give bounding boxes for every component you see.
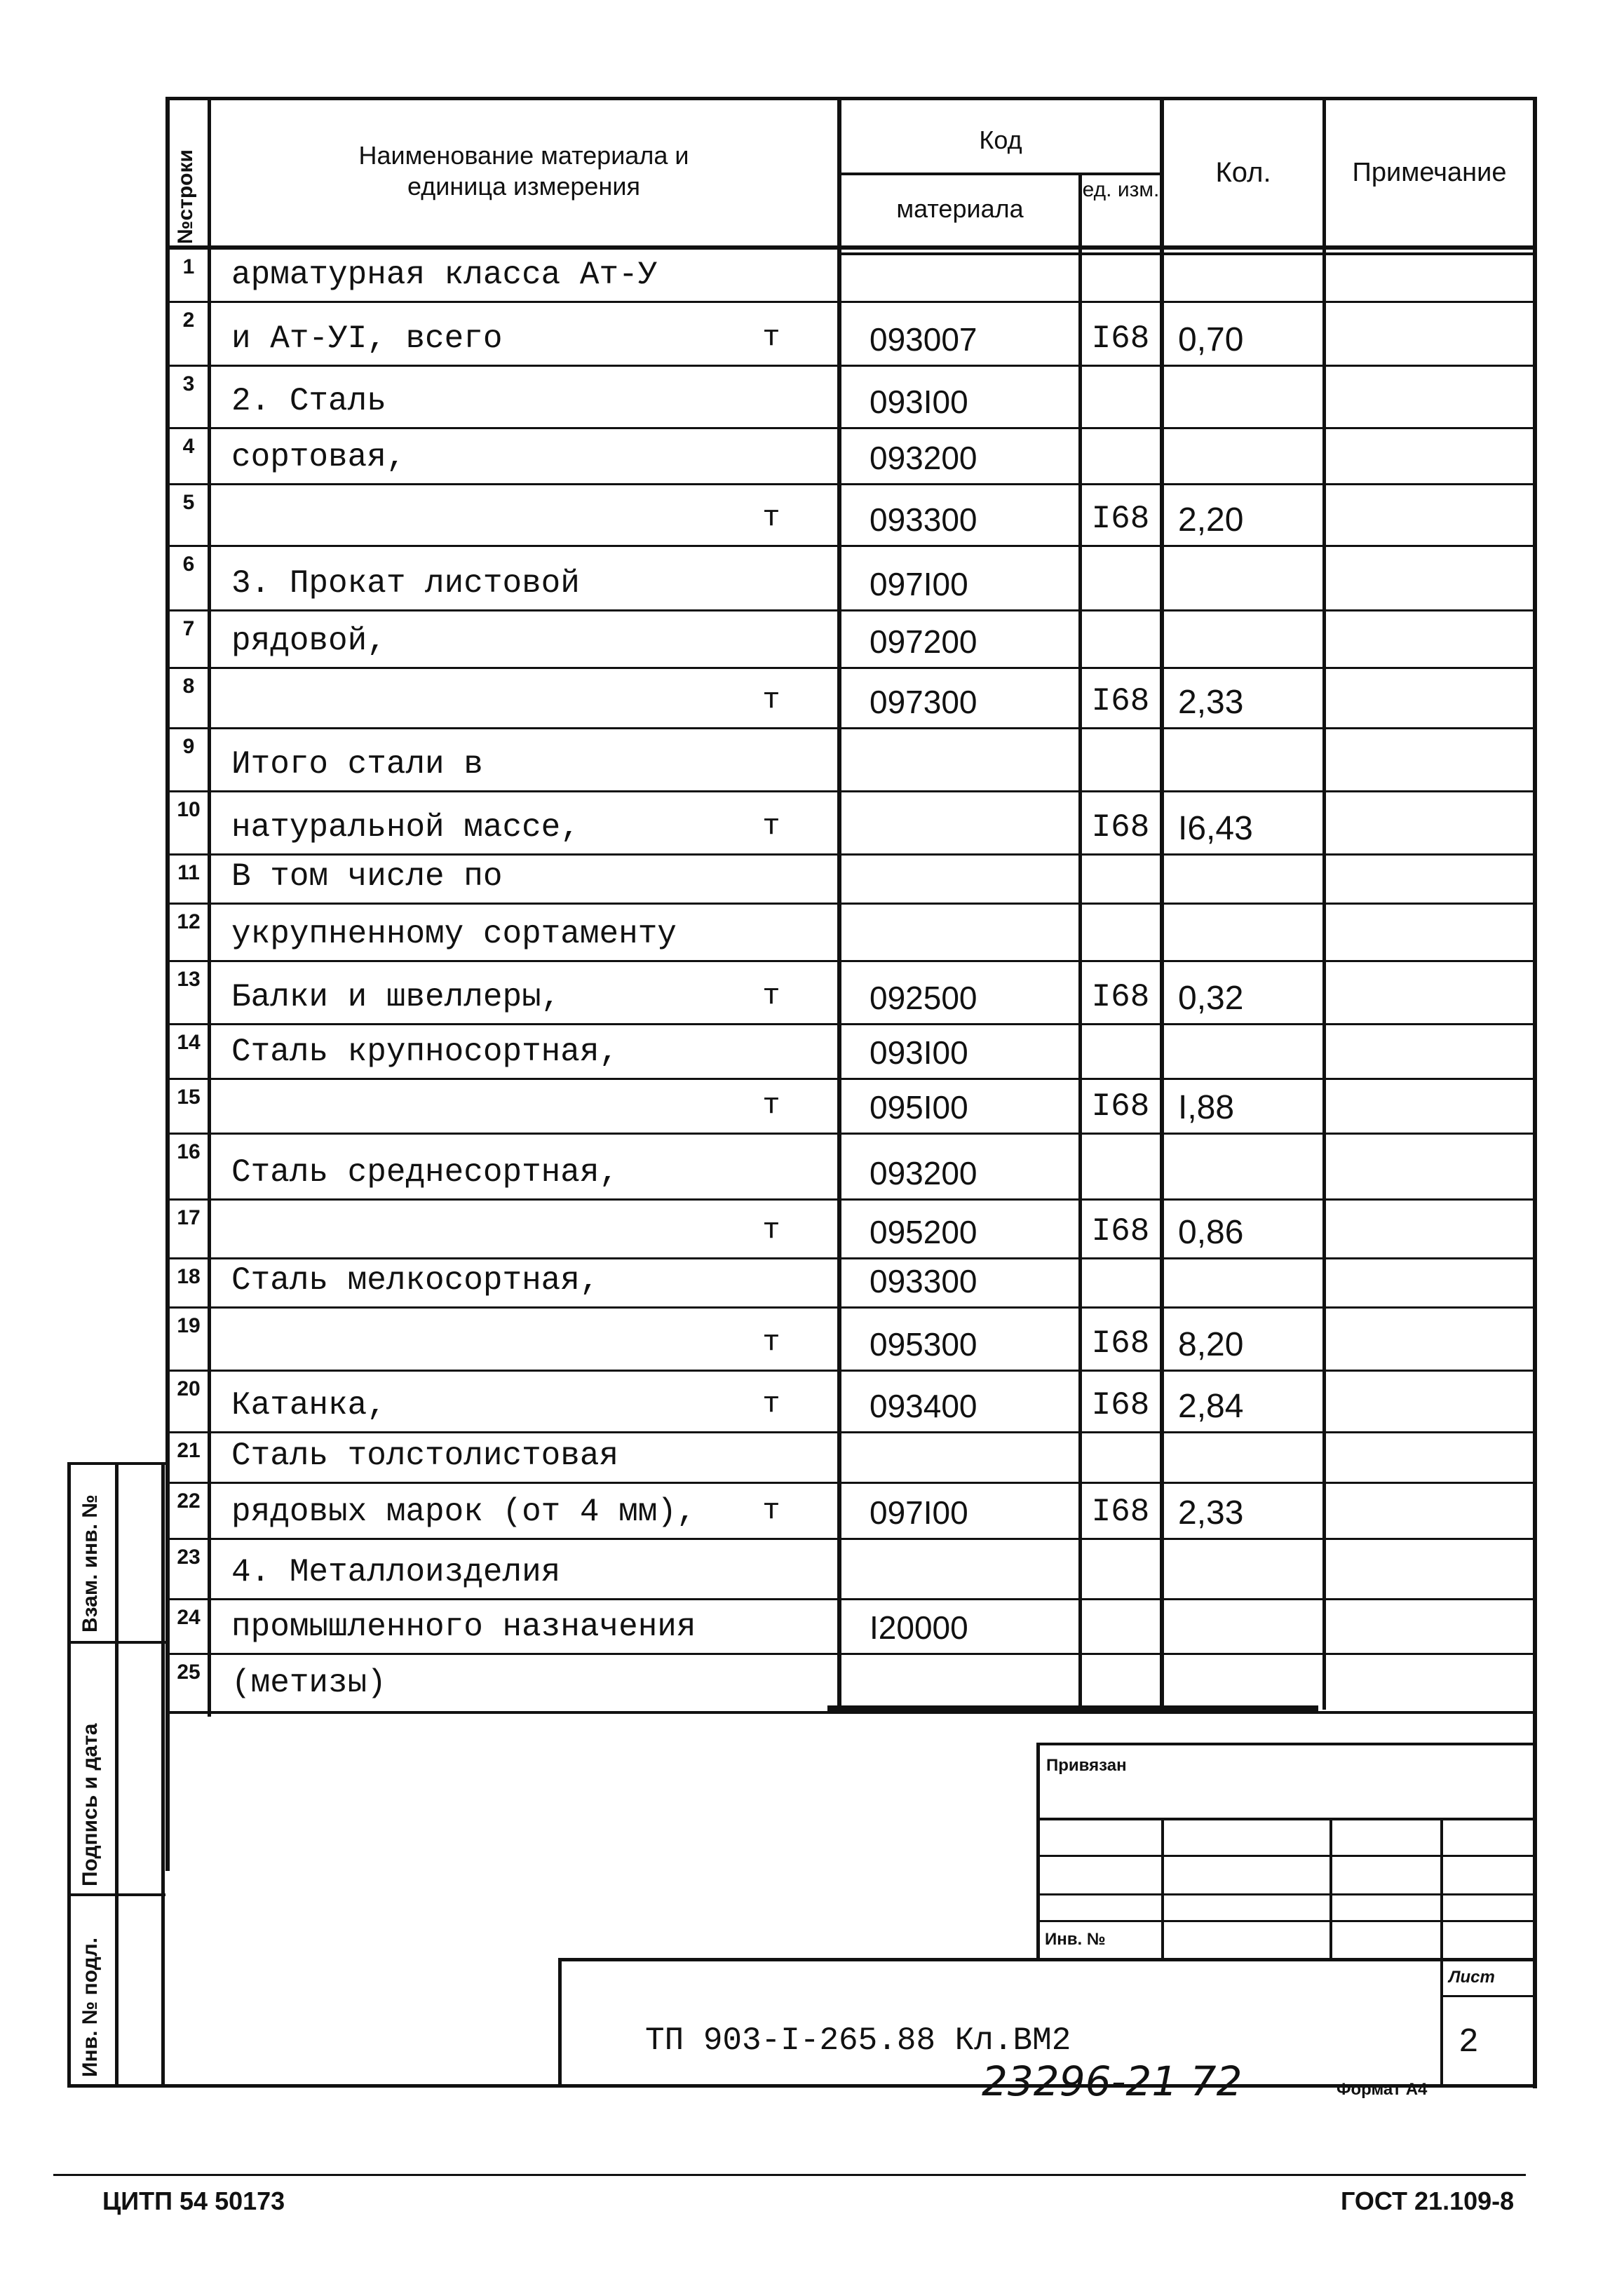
material-name: укрупненному сортаменту	[231, 916, 677, 952]
row-number: 3	[182, 372, 195, 396]
row-divider	[165, 1538, 1536, 1540]
material-name: (метизы)	[231, 1665, 386, 1701]
unit-code: I68	[1091, 683, 1150, 719]
material-code: 093I00	[869, 384, 968, 420]
sheet-number: 2	[1459, 2024, 1479, 2062]
format-label: Формат А4	[1337, 2080, 1428, 2099]
row-number: 10	[177, 798, 201, 821]
material-name: натуральной массе,	[231, 809, 580, 846]
row-divider	[165, 1257, 1536, 1259]
material-code: 093I00	[869, 1034, 968, 1071]
material-code: I20000	[869, 1609, 968, 1646]
material-name: Сталь толстолистовая	[231, 1438, 619, 1474]
material-code: 092500	[869, 980, 977, 1016]
row-number: 20	[177, 1377, 201, 1400]
row-number: 21	[177, 1439, 201, 1462]
unit-code: I68	[1091, 1387, 1150, 1424]
row-number: 14	[177, 1031, 201, 1054]
unit: т	[762, 809, 780, 843]
material-name: рядовой,	[231, 623, 386, 659]
header-name-line2: единица измерения	[407, 172, 640, 201]
header-note: Примечание	[1352, 158, 1507, 187]
row-divider	[165, 483, 1536, 485]
row-number: 7	[182, 617, 195, 640]
row-divider	[165, 427, 1536, 429]
row-number: 16	[177, 1140, 201, 1163]
material-name: В том числе по	[231, 858, 503, 895]
quantity: 8,20	[1178, 1326, 1244, 1363]
material-name: Катанка,	[231, 1387, 386, 1424]
unit: т	[762, 501, 780, 534]
unit: т	[762, 1494, 780, 1527]
material-code: 093300	[869, 1263, 977, 1299]
row-divider	[165, 1653, 1536, 1655]
quantity: I6,43	[1178, 810, 1253, 847]
row-divider	[165, 1598, 1536, 1600]
row-divider	[165, 1370, 1536, 1372]
row-divider	[165, 1023, 1536, 1025]
unit-code: I68	[1091, 1494, 1150, 1530]
row-divider	[165, 903, 1536, 905]
row-number: 19	[177, 1314, 201, 1337]
footer-left: ЦИТП 54 50173	[102, 2187, 285, 2215]
material-name: сортовая,	[231, 439, 406, 475]
material-code: 093200	[869, 440, 977, 476]
row-number: 25	[177, 1661, 201, 1684]
row-divider	[165, 1078, 1536, 1080]
material-code: 097200	[869, 623, 977, 660]
row-number: 12	[177, 910, 201, 933]
material-code: 095I00	[869, 1089, 968, 1126]
material-code: 097I00	[869, 1494, 968, 1531]
material-code: 097I00	[869, 566, 968, 602]
material-name: рядовых марок (от 4 мм),	[231, 1494, 696, 1530]
material-code: 095300	[869, 1326, 977, 1363]
row-number: 1	[182, 255, 195, 278]
row-divider	[165, 1306, 1536, 1309]
quantity: 2,84	[1178, 1388, 1244, 1425]
quantity: I,88	[1178, 1089, 1235, 1126]
row-divider	[165, 545, 1536, 547]
material-name: Сталь среднесортная,	[231, 1154, 619, 1191]
material-name: Итого стали в	[231, 746, 483, 783]
quantity: 0,70	[1178, 321, 1244, 358]
list-label: Лист	[1449, 1968, 1495, 1987]
podpis-label: Подпись и дата	[79, 1723, 102, 1886]
header-qty: Кол.	[1215, 157, 1271, 188]
material-name: Сталь крупносортная,	[231, 1034, 619, 1070]
row-number: 15	[177, 1086, 201, 1109]
row-divider	[165, 1482, 1536, 1484]
quantity: 0,86	[1178, 1214, 1244, 1251]
unit-code: I68	[1091, 320, 1150, 357]
header-name	[210, 140, 837, 202]
unit: т	[762, 1325, 780, 1359]
unit: т	[762, 979, 780, 1013]
footer-divider	[53, 2174, 1526, 2176]
quantity: 2,20	[1178, 501, 1244, 539]
row-number: 8	[182, 675, 195, 698]
row-number: 5	[182, 491, 195, 514]
row-number: 24	[177, 1606, 201, 1629]
inv-podl-label: Инв. № подл.	[79, 1937, 102, 2077]
material-name: Балки и швеллеры,	[231, 979, 561, 1015]
header-name-line1: Наименование материала и	[358, 141, 689, 170]
row-divider	[165, 609, 1536, 611]
row-divider	[165, 1133, 1536, 1135]
unit: т	[762, 1387, 780, 1421]
row-divider	[165, 1198, 1536, 1201]
footer-right: ГОСТ 21.109-8	[1341, 2187, 1515, 2215]
row-divider	[165, 301, 1536, 303]
header-code: Код	[979, 126, 1022, 154]
unit-code: I68	[1091, 809, 1150, 846]
row-number: 4	[182, 435, 195, 458]
material-code: 093300	[869, 501, 977, 538]
row-number: 13	[177, 968, 201, 991]
material-code: 093007	[869, 321, 977, 358]
quantity: 2,33	[1178, 684, 1244, 721]
row-number: 17	[177, 1206, 201, 1229]
unit-code: I68	[1091, 1325, 1150, 1362]
material-name: Сталь мелкосортная,	[231, 1262, 600, 1299]
document-code: ТП 903-I-265.88 Кл.ВМ2	[645, 2022, 1071, 2059]
material-name: арматурная класса Ат-У	[231, 257, 658, 293]
unit-code: I68	[1091, 501, 1150, 537]
material-code: 093200	[869, 1155, 977, 1191]
row-divider	[165, 365, 1536, 367]
handwritten-inventory: 23296-21 72	[982, 2057, 1243, 2105]
unit-code: I68	[1091, 979, 1150, 1015]
unit-code: I68	[1091, 1213, 1150, 1250]
row-number: 11	[177, 861, 200, 884]
row-number: 18	[177, 1265, 201, 1288]
row-number: 22	[177, 1489, 201, 1513]
row-divider	[165, 853, 1536, 856]
row-divider	[165, 960, 1536, 962]
unit: т	[762, 1088, 780, 1122]
header-unit-code: ед. изм.	[1082, 178, 1160, 201]
quantity: 2,33	[1178, 1494, 1244, 1532]
row-divider	[165, 790, 1536, 792]
row-number: 2	[182, 309, 195, 332]
material-name: промышленного назначения	[231, 1609, 696, 1645]
header-row-number: №строки	[174, 149, 197, 244]
row-divider	[165, 1431, 1536, 1433]
privyazan-label: Привязан	[1046, 1756, 1127, 1775]
header-material: материала	[896, 194, 1024, 223]
material-code: 093400	[869, 1388, 977, 1424]
unit-code: I68	[1091, 1088, 1150, 1125]
quantity: 0,32	[1178, 980, 1244, 1017]
unit: т	[762, 1213, 780, 1247]
unit: т	[762, 683, 780, 717]
material-code: 095200	[869, 1214, 977, 1250]
row-number: 23	[177, 1546, 201, 1569]
material-name: и Ат-УI, всего	[231, 320, 503, 357]
vzam-label: Взам. инв. №	[79, 1494, 102, 1633]
material-name: 3. Прокат листовой	[231, 565, 580, 602]
material-name: 4. Металлоизделия	[231, 1554, 561, 1590]
row-number: 6	[182, 553, 195, 576]
material-code: 097300	[869, 684, 977, 720]
inv-no-label: Инв. №	[1045, 1930, 1106, 1949]
row-divider	[165, 727, 1536, 729]
material-name: 2. Сталь	[231, 383, 386, 419]
unit: т	[762, 320, 780, 354]
row-divider	[165, 667, 1536, 669]
row-number: 9	[182, 735, 195, 758]
